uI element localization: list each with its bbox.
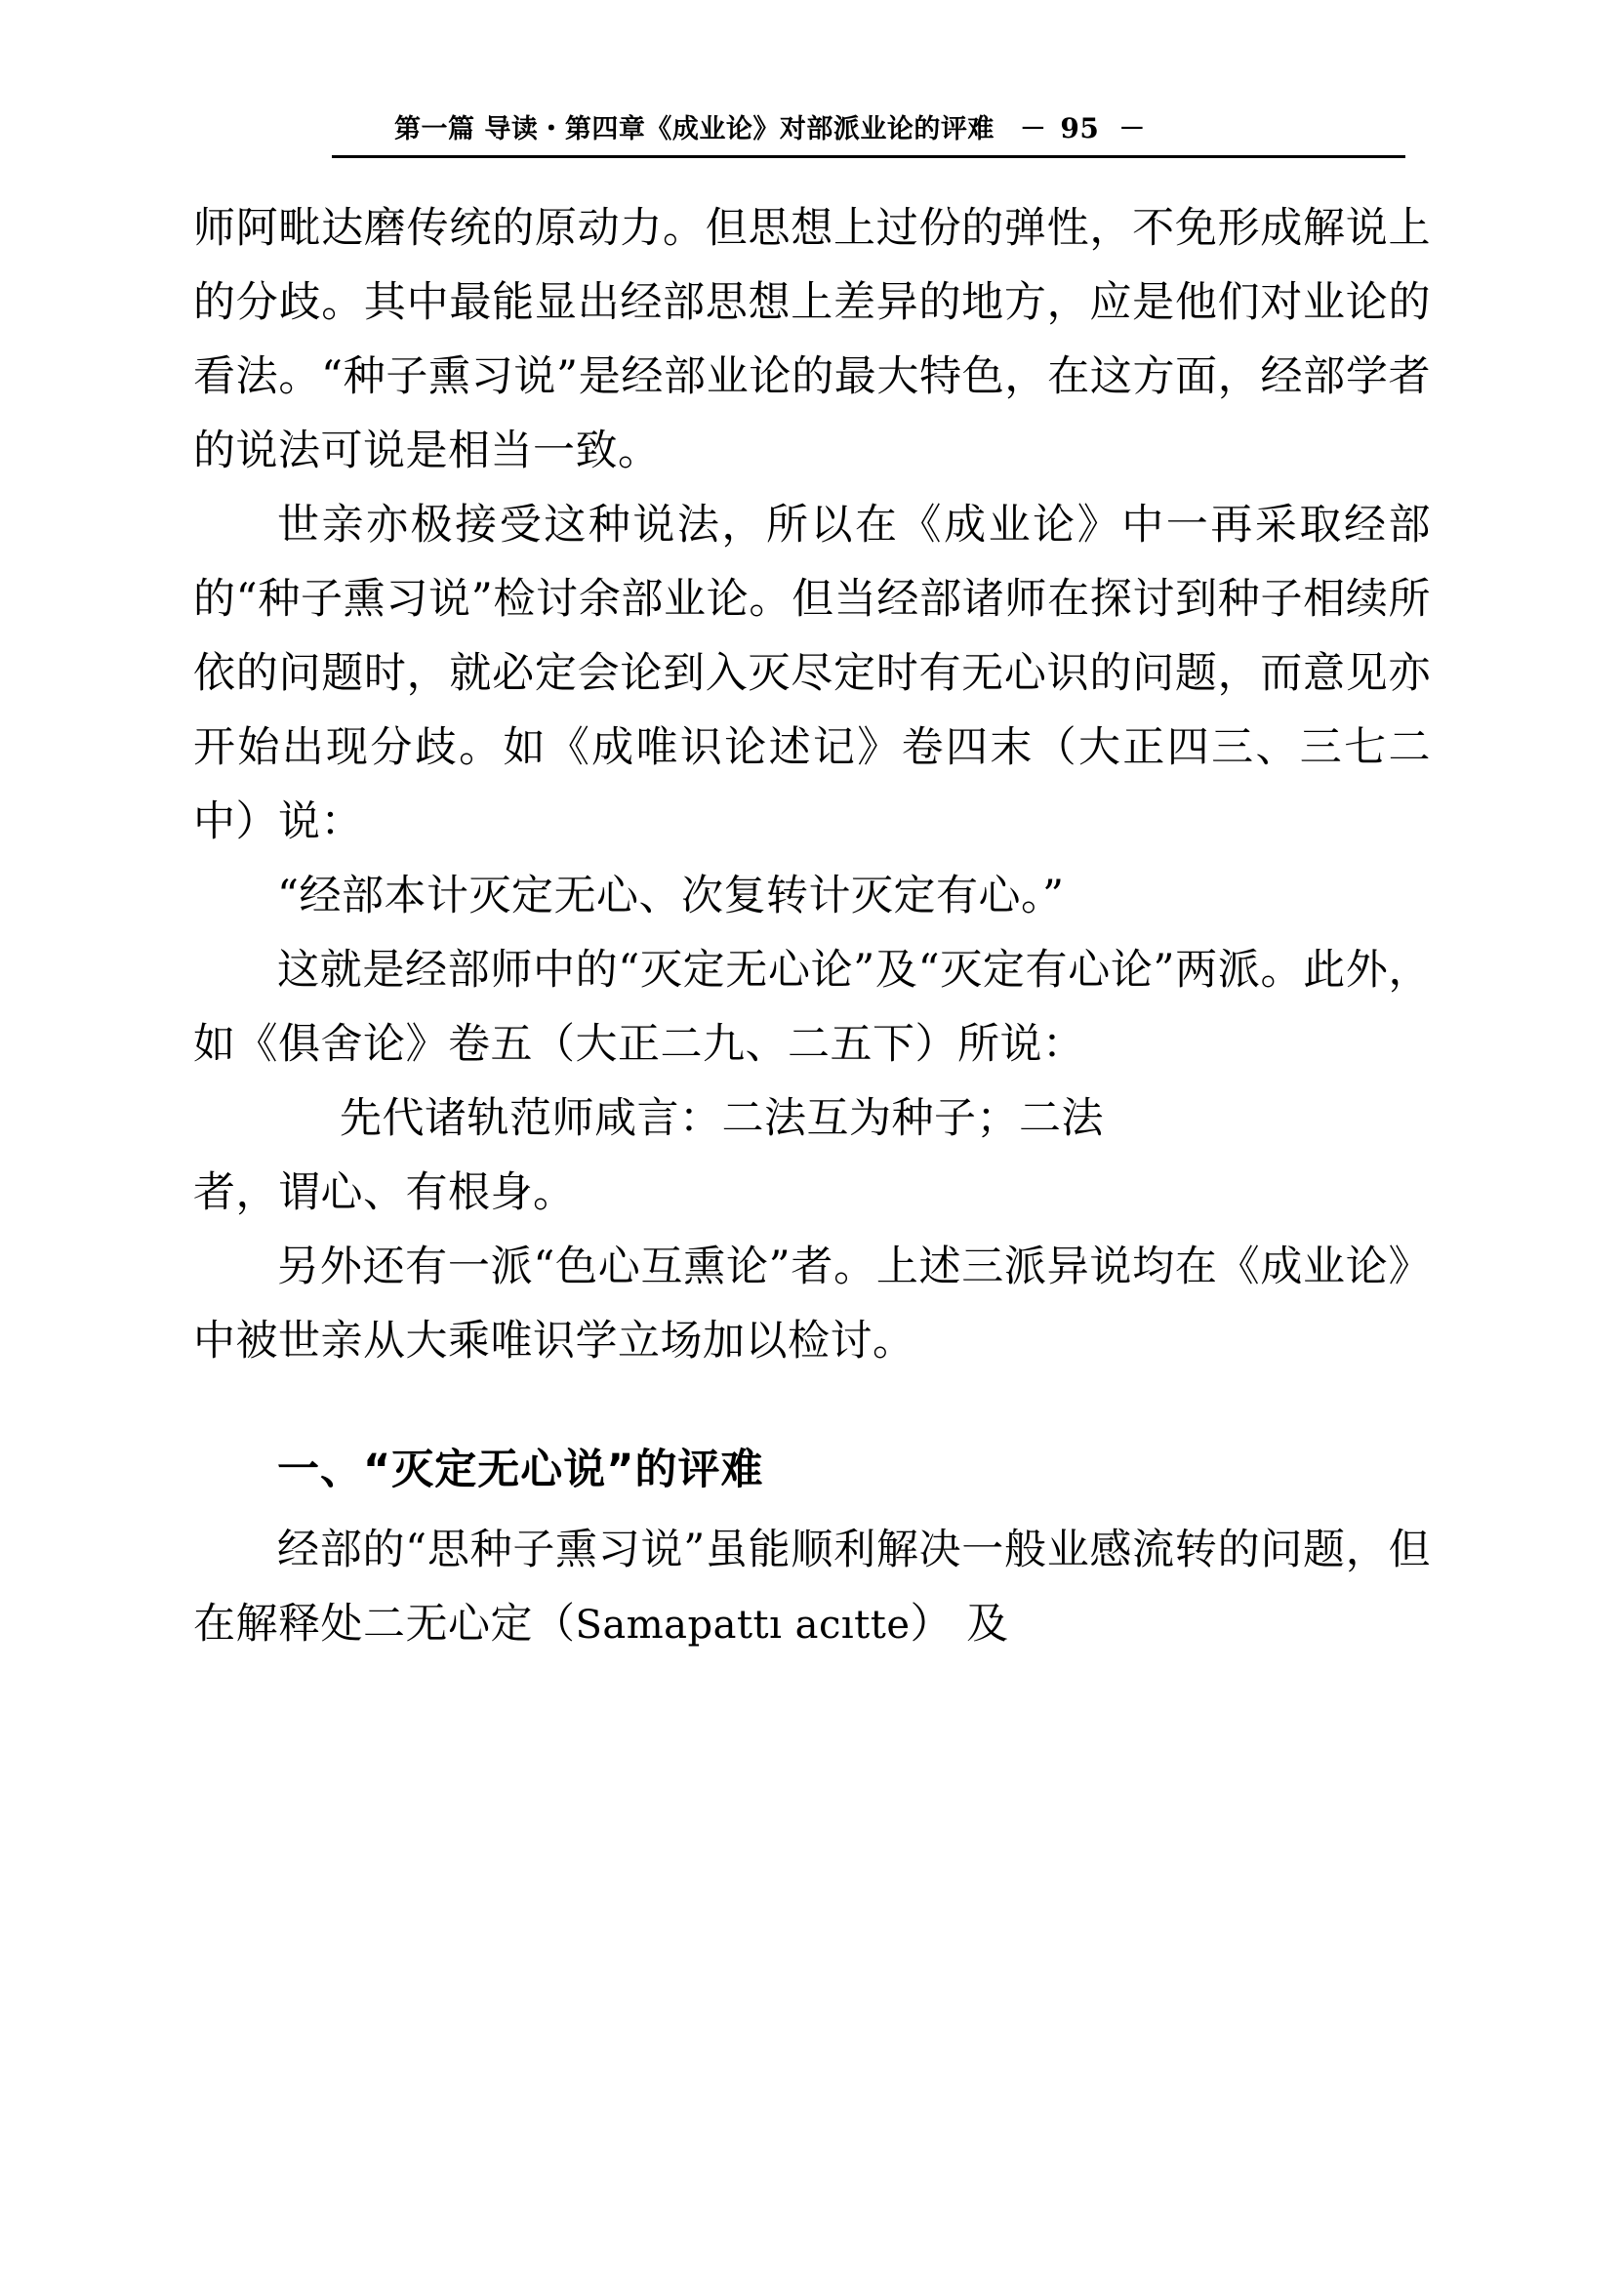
header-rule	[332, 155, 1405, 158]
sanskrit-term: Samapattı acıtte	[575, 1603, 911, 1648]
section-heading: 一、“灭定无心说”的评难	[277, 1446, 764, 1494]
page-number-dash-right: －	[1118, 114, 1146, 144]
running-head	[182, 107, 1441, 145]
page-number-dash-left: －	[1019, 114, 1047, 144]
page-number: 95	[1060, 112, 1100, 144]
body-text	[182, 191, 1441, 1662]
final-paragraph-prefix: 经部的“思种子熏习说”虽能顺利解决一般业感流转的问题，但在解释处二无心定（	[193, 1526, 1431, 1649]
block-quotation-line: 者，谓心、有根身。	[193, 1168, 576, 1217]
paragraph: 这就是经部师中的“灭定无心论”及“灭定有心论”两派。此外，如《俱舍论》卷五（大正二九、二五下）所说：	[193, 946, 1431, 1069]
quotation: “经部本计灭定无心、次复转计灭定有心。”	[277, 872, 1065, 920]
paragraph: 另外还有一派“色心互熏论”者。上述三派异说均在《成业论》中被世亲从大乘唯识学立场加以检讨。	[193, 1243, 1431, 1366]
paragraph: 世亲亦极接受这种说法，所以在《成业论》中一再采取经部的“种子熏习说”检讨余部业论。但当经部诸师在探讨到种子相续所依的问题时，就必定会论到入灭尽定时有无心识的问题，而意见亦开始出现分歧。如《成唯识论述记》卷四末（大正四三、三七二中）说：	[193, 501, 1431, 846]
final-paragraph-suffix: ） 及	[910, 1600, 1009, 1649]
page-content	[182, 107, 1441, 1662]
block-quotation-line: 先代诸轨范师咸言：二法互为种子；二法	[340, 1094, 1104, 1143]
running-title: 第一篇 导读・第四章《成业论》对部派业论的评难	[394, 114, 995, 144]
paragraph: 师阿毗达磨传统的原动力。但思想上过份的弹性，不免形成解说上的分歧。其中最能显出经部思想上差异的地方，应是他们对业论的看法。“种子熏习说”是经部业论的最大特色，在这方面，经部学者的说法可说是相当一致。	[193, 204, 1431, 475]
final-paragraph	[193, 1513, 1431, 1662]
